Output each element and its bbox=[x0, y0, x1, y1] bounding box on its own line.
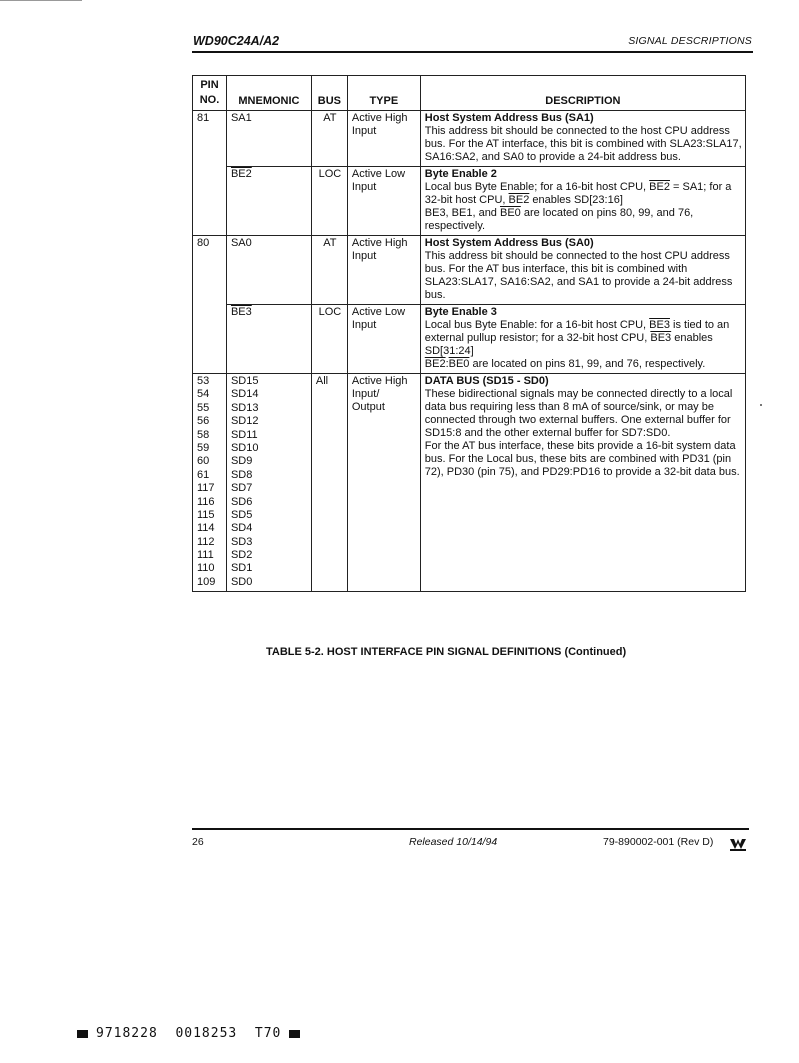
header-section: SIGNAL DESCRIPTIONS bbox=[628, 35, 752, 47]
signal-type: Active Low Input bbox=[347, 305, 420, 374]
mnemonic: SD4 bbox=[230, 522, 253, 535]
description bbox=[420, 236, 745, 305]
description-text: BE3, BE1, and BE0 are located on pins 80, 99, and 76, respectively. bbox=[424, 207, 694, 232]
mnemonic: SD5 bbox=[230, 508, 253, 521]
signal-type: Active High Input bbox=[347, 236, 420, 305]
mnemonic: SD14 bbox=[230, 388, 259, 401]
mnemonic: SD1 bbox=[230, 562, 253, 575]
description-title: Byte Enable 2 bbox=[424, 168, 497, 180]
mnemonic: SD15 bbox=[230, 375, 259, 387]
mnemonic: SD11 bbox=[230, 428, 258, 441]
scan-speck bbox=[760, 404, 762, 406]
table-row bbox=[193, 111, 746, 167]
mnemonic: SD13 bbox=[230, 401, 259, 414]
table-row bbox=[193, 167, 746, 236]
col-description-header: DESCRIPTION bbox=[420, 76, 745, 111]
page-number: 26 bbox=[192, 836, 204, 848]
mnemonic: SD12 bbox=[230, 415, 259, 428]
mnemonic: SA0 bbox=[226, 236, 311, 305]
pin-number: 58 bbox=[197, 428, 210, 441]
pin-number: 111 bbox=[197, 549, 214, 562]
mnemonic: BE2 bbox=[226, 167, 311, 236]
bus: AT bbox=[311, 236, 347, 305]
description-title: DATA BUS (SD15 - SD0) bbox=[424, 375, 549, 387]
pin-number: 115 bbox=[197, 508, 215, 521]
table-caption: TABLE 5-2. HOST INTERFACE PIN SIGNAL DEFINITIONS (Continued) bbox=[266, 646, 627, 658]
pin-number: 60 bbox=[197, 455, 210, 468]
footer-rule bbox=[192, 828, 749, 830]
mnemonic: BE3 bbox=[226, 305, 311, 374]
pin-number: 116 bbox=[197, 495, 215, 508]
pin-number: 109 bbox=[197, 575, 216, 588]
description-text: These bidirectional signals may be connected directly to a local data bus requiring less than 8 mA of source/sink, or may be connected through two external buffers. One external buffer for SD15:8 and the other external buffer for SD7:SD0. bbox=[424, 388, 733, 439]
table-row bbox=[193, 236, 746, 305]
table-row bbox=[193, 374, 746, 592]
bus: AT bbox=[311, 111, 347, 167]
pin-number: 112 bbox=[197, 535, 215, 548]
bus: All bbox=[311, 374, 347, 592]
description-text: This address bit should be connected to the host CPU address bus. For the AT interface, this bit is combined with SLA23:SLA17, SA16:SA2, and SA0 to provide a 24-bit address bus. bbox=[424, 125, 742, 163]
mnemonic: SD8 bbox=[230, 468, 253, 481]
barcode-text: 9718228 bbox=[96, 1026, 158, 1041]
barcode-block bbox=[289, 1030, 300, 1038]
header-rule bbox=[192, 51, 753, 53]
description-title: Host System Address Bus (SA0) bbox=[424, 237, 594, 249]
table-row bbox=[193, 305, 746, 374]
mnemonic: SD7 bbox=[230, 482, 253, 495]
pin-number: 117 bbox=[197, 482, 215, 495]
pin-number: 81 bbox=[193, 111, 227, 167]
description-title: Byte Enable 3 bbox=[424, 306, 497, 318]
table-header-row bbox=[193, 76, 746, 111]
mnemonic-list bbox=[226, 374, 311, 592]
description bbox=[420, 374, 745, 592]
description-text: Local bus Byte Enable; for a 16-bit host CPU, BE2 = SA1; for a 32-bit host CPU, BE2 enables SD[23:16] bbox=[424, 181, 732, 206]
description-text: Local bus Byte Enable: for a 16-bit host CPU, BE3 is tied to an external pullup resistor; for a 32-bit host CPU, BE3 enables SD[31:24] bbox=[424, 319, 730, 357]
pin-number bbox=[193, 305, 227, 374]
pin-number: 54 bbox=[197, 388, 210, 401]
company-logo-icon bbox=[729, 836, 747, 852]
signal-type: Active Low Input bbox=[347, 167, 420, 236]
header-title: WD90C24A/A2 bbox=[193, 34, 280, 48]
pin-number: 80 bbox=[193, 236, 227, 305]
pin-number: 61 bbox=[197, 468, 210, 481]
description-text: This address bit should be connected to the host CPU address bus. For the AT bus interface, this bit is combined with SLA23:SLA17, SA16:SA2, and SA1 to provide a 24-bit address bus. bbox=[424, 250, 733, 301]
barcode-text: T70 bbox=[254, 1026, 282, 1041]
barcode-line bbox=[69, 1026, 308, 1041]
bus: LOC bbox=[311, 305, 347, 374]
release-date: Released 10/14/94 bbox=[409, 836, 498, 848]
document-number: 79-890002-001 (Rev D) bbox=[603, 836, 714, 848]
pin-signal-table bbox=[192, 75, 746, 592]
description bbox=[420, 111, 745, 167]
col-mnemonic-header: MNEMONIC bbox=[226, 76, 311, 111]
signal-type: Active High Input bbox=[347, 111, 420, 167]
col-bus-header: BUS bbox=[311, 76, 347, 111]
bus: LOC bbox=[311, 167, 347, 236]
mnemonic: SD2 bbox=[230, 549, 253, 562]
col-pin-header: PIN NO. bbox=[193, 76, 227, 111]
description-text: For the AT bus interface, these bits provide a 16-bit system data bus. For the Local bus, these bits are combined with PD31 (pin 72), PD30 (pin 75), and PD29:PD16 to provide a 32-bit data bus. bbox=[424, 440, 740, 478]
top-edge-line bbox=[0, 0, 82, 1]
mnemonic: SD10 bbox=[230, 441, 259, 454]
pin-number: 56 bbox=[197, 415, 210, 428]
barcode-block bbox=[77, 1030, 88, 1038]
pin-number: 55 bbox=[197, 401, 210, 414]
pin-number: 59 bbox=[197, 441, 210, 454]
mnemonic: SA1 bbox=[226, 111, 311, 167]
description-text: BE2:BE0 are located on pins 81, 99, and 76, respectively. bbox=[424, 358, 706, 370]
col-type-header: TYPE bbox=[347, 76, 420, 111]
pin-number bbox=[193, 167, 227, 236]
mnemonic: SD3 bbox=[230, 535, 253, 548]
mnemonic: SD0 bbox=[230, 575, 253, 588]
description-title: Host System Address Bus (SA1) bbox=[424, 112, 594, 124]
barcode-text: 0018253 bbox=[175, 1026, 238, 1041]
mnemonic: SD6 bbox=[230, 495, 253, 508]
pin-number: 114 bbox=[197, 522, 215, 535]
description bbox=[420, 167, 745, 236]
pin-number: 110 bbox=[197, 562, 215, 575]
signal-type: Active High Input/ Output bbox=[347, 374, 420, 592]
pin-number-list bbox=[193, 374, 227, 592]
pin-number: 53 bbox=[197, 375, 210, 387]
mnemonic: SD9 bbox=[230, 455, 253, 468]
description bbox=[420, 305, 745, 374]
